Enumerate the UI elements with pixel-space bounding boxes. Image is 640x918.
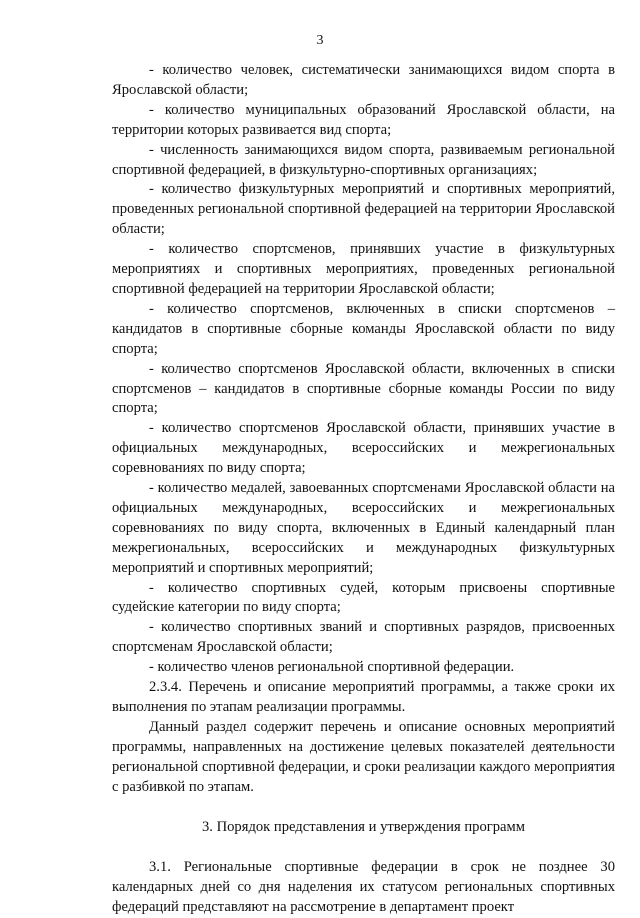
- list-item: - количество спортсменов, включенных в списки спортсменов – кандидатов в спортивные сборные команды Ярославской области по виду спорта;: [112, 300, 615, 357]
- subsection-description: Данный раздел содержит перечень и описание основных мероприятий программы, направленных на достижение целевых показателей деятельности региональной спортивной федерации, и сроки реализации каждого мероприятия с разбивкой по этапам.: [112, 718, 615, 795]
- subsection-title: 2.3.4. Перечень и описание мероприятий программы, а также сроки их выполнения по этапам реализации программы.: [112, 679, 615, 715]
- list-item: - количество спортсменов Ярославской области, принявших участие в официальных международных, всероссийских и межрегиональных соревнованиях по виду спорта;: [112, 420, 615, 477]
- list-item: - количество муниципальных образований Ярославской области, на территории которых развивается вид спорта;: [112, 101, 615, 138]
- list-item: - количество спортсменов, принявших участие в физкультурных мероприятиях и спортивных мероприятиях, проведенных региональной спортивной федерацией на территории Ярославской области;: [112, 241, 615, 297]
- list-item: - количество членов региональной спортивной федерации.: [149, 659, 515, 676]
- document-body: [112, 61, 615, 918]
- list-item: - количество спортсменов Ярославской области, включенных в списки спортсменов – кандидатов в спортивные сборные команды России по виду спорта;: [112, 360, 615, 417]
- section-paragraph: 3.1. Региональные спортивные федерации в срок не позднее 30 календарных дней со дня наделения их статусом региональных спортивных федераций представляют на рассмотрение в департамент проект: [112, 859, 615, 916]
- list-item: - количество спортивных судей, которым присвоены спортивные судейские категории по виду спорта;: [112, 579, 615, 616]
- section-heading: 3. Порядок представления и утверждения программ: [202, 818, 525, 835]
- list-item: - количество человек, систематически занимающихся видом спорта в Ярославской области;: [112, 62, 615, 98]
- list-item: - количество медалей, завоеванных спортсменами Ярославской области на официальных международных, всероссийских и межрегиональных соревнованиях по виду спорта, включенных в Единый календарный план межрегиональных, всероссийских и международных физкультурных мероприятий и спортивных мероприятий;: [112, 480, 615, 576]
- list-item: - количество спортивных званий и спортивных разрядов, присвоенных спортсменам Ярославской области;: [112, 619, 615, 656]
- list-item: - количество физкультурных мероприятий и спортивных мероприятий, проведенных региональной спортивной федерацией на территории Ярославской области;: [112, 181, 615, 238]
- list-item: - численность занимающихся видом спорта, развиваемым региональной спортивной федерацией, в физкультурно-спортивных организациях;: [112, 141, 615, 178]
- page-number: 3: [316, 33, 324, 48]
